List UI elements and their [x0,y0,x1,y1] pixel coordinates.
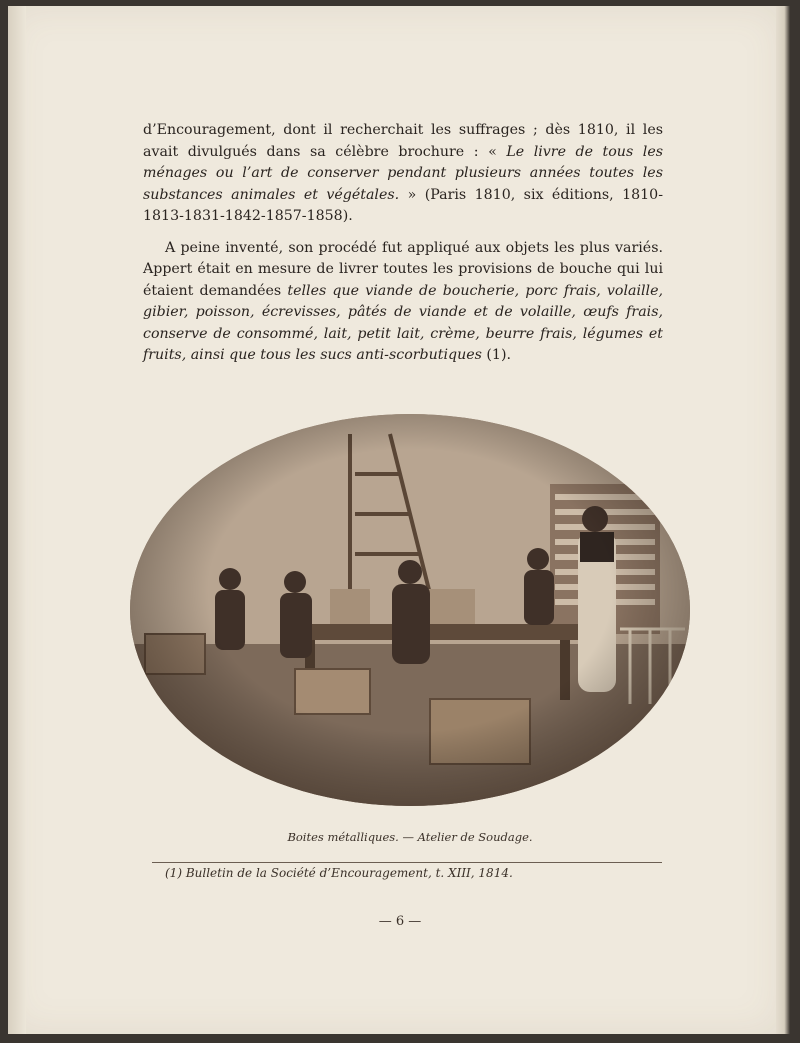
p1-run: d’Encouragement, dont il recherchait les suffrages ; dès 1810, il les avait divulgués dans sa célèbre brochure : « [143,122,663,160]
footnote: (1) Bulletin de la Société d’Encouragement, t. XIII, 1814. [165,866,513,880]
paragraph-2 [143,238,663,367]
p1-book-title: Le livre de tous les ménages ou l’art de conserver pendant plusieurs années toutes les substances animales et végétales. [143,143,663,203]
photo-caption: Boites métalliques. — Atelier de Soudage. [287,830,533,844]
p1-run: » (Paris 1810, six éditions, 1810-1813-1831-1842-1857-1858). [143,186,663,224]
paragraph-1 [143,120,663,228]
body-text [143,120,663,377]
page-number: — 6 — [378,914,422,929]
footnote-divider [152,862,662,863]
p2-run: A peine inventé, son procédé fut appliqué aux objets les plus variés. Appert était en mesure de livrer toutes les provisions de bouche qui lui étaient demandées [143,239,663,299]
p2-provisions-list: telles que viande de boucherie, porc frais, volaille, gibier, poisson, écrevisses, pâtés de viande et de volaille, œufs frais, conserve de consommé, lait, petit lait, crème, beurre frais, légumes et fruits, ainsi que tous les sucs anti-scorbutiques [143,282,663,363]
page-spine-shadow [8,6,26,1034]
page-right-edge [776,6,790,1034]
workshop-photo [130,414,690,806]
workshop-photo-illustration [130,414,690,806]
p2-run: (1). [481,347,512,363]
